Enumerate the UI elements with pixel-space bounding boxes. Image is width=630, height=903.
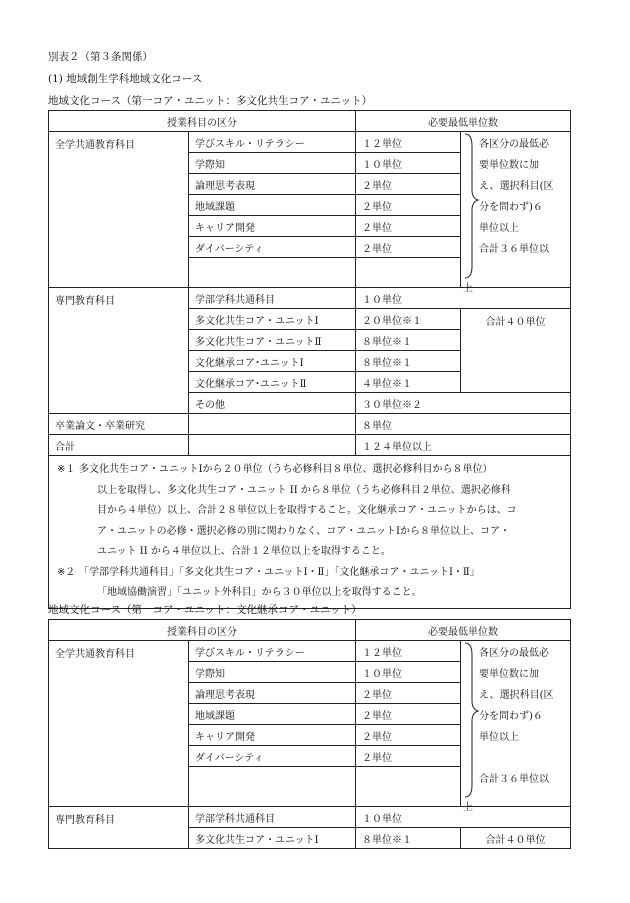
header-units: 必要最低単位数 [356, 620, 571, 641]
subject-name: ダイバーシティ [189, 746, 356, 767]
subject-name: キャリア開発 [189, 725, 356, 746]
note-line [479, 748, 554, 769]
subject-name: 論理思考表現 [189, 683, 356, 704]
footnote-line: 目から４単位）以上、合計２８単位以上を取得すること。文化継承コア・ユニットからは、コ [97, 505, 517, 516]
subject-name: 多文化共生コア・ユニットⅠ [189, 309, 356, 330]
brace-icon [463, 641, 479, 799]
general-education-label: 全学共通教育科目 [49, 132, 189, 288]
footnote-mark: ※２ [57, 566, 76, 578]
subject-name: 地域課題 [189, 195, 356, 216]
footnote-1 [57, 460, 562, 563]
footnote-line: ア・ユニットの必修・選択必修の別に関わりなく、コア・ユニットⅠから８単位以上、コア・ [97, 525, 510, 537]
course-table-2 [48, 619, 571, 849]
note-line: 要単位数に加 [479, 669, 539, 680]
general-education-label: 全学共通教育科目 [49, 641, 189, 807]
subject-units: １２単位 [356, 132, 461, 153]
subject-name: ダイバーシティ [189, 237, 356, 258]
specialized-education-label: 専門教育科目 [49, 288, 189, 414]
subject-units: ２単位 [356, 195, 461, 216]
subject-units: ２単位 [356, 725, 461, 746]
note-line: 単位以上 [479, 223, 519, 234]
note-line: 単位以上 [479, 732, 519, 743]
subject-units: ４単位※１ [356, 372, 461, 393]
note-line: え、選択科目(区 [479, 690, 554, 701]
subject-units: １０単位 [356, 662, 461, 683]
appendix-title: 別表２（第３条関係） [48, 51, 153, 63]
course-table-1 [48, 110, 571, 609]
thesis-units: ８単位 [356, 414, 571, 435]
subject-units: ８単位※１ [356, 330, 461, 351]
subject-name: 多文化共生コア・ユニットⅠ [189, 828, 356, 849]
subject-name: 地域課題 [189, 704, 356, 725]
subject-units: １０単位 [356, 288, 571, 309]
subject-units: ８単位※１ [356, 351, 461, 372]
subject-name: 多文化共生コア・ユニットⅡ [189, 330, 356, 351]
subject-name: キャリア開発 [189, 216, 356, 237]
note-line: 合計３６単位以 [479, 244, 549, 255]
footnote-line: 「学部学科共通科目」「多文化共生コア・ユニットⅠ・Ⅱ」「文化継承コア・ユニットⅠ・Ⅱ」 [79, 566, 480, 578]
footnote-line: 多文化共生コア・ユニットⅠから２０単位（うち必修科目８単位、選択必修科目から８単位） [79, 464, 493, 475]
specialized-education-label: 専門教育科目 [49, 807, 189, 849]
specialized-total: 合計４０単位 [461, 828, 571, 849]
footnote-line: 以上を取得し、多文化共生コア・ユニット II から８単位（うち必修科目２単位、選択必修科 [97, 484, 511, 496]
footnote-line: ユニット II から４単位以上、合計１２単位以上を取得すること。 [97, 546, 391, 557]
course-heading: (1) 地域創生学科地域文化コース [48, 73, 203, 85]
subject-units: ２単位 [356, 237, 461, 258]
general-requirement-note [461, 641, 571, 813]
subject-units: ２０単位※１ [356, 309, 461, 330]
subject-name: 学際知 [189, 153, 356, 174]
subject-units: １０単位 [356, 807, 571, 828]
header-category: 授業科目の区分 [49, 620, 356, 641]
general-requirement-note [461, 132, 571, 294]
note-line: 各区分の最低必 [479, 139, 549, 150]
note-tail: 上 [463, 283, 473, 294]
subject-name: 学びスキル・リテラシー [189, 132, 356, 153]
table2-caption: 地域文化コース（第一コア・ユニット：文化継承コア・ユニット） [48, 604, 362, 616]
brace-icon [463, 132, 479, 280]
note-line: 分を問わず)６ [479, 202, 543, 213]
subject-name: 論理思考表現 [189, 174, 356, 195]
footnote-2 [57, 563, 562, 604]
subject-name: 学部学科共通科目 [189, 807, 356, 828]
footnote-line: 「地域協働演習」「ユニット外科目」から３０単位以上を取得すること。 [97, 587, 422, 598]
subject-units: ８単位※１ [356, 828, 461, 849]
thesis-label: 卒業論文・卒業研究 [49, 414, 189, 435]
subject-name: 学びスキル・リテラシー [189, 641, 356, 662]
subject-units: ２単位 [356, 683, 461, 704]
note-line: え、選択科目(区 [479, 181, 554, 192]
note-tail: 上 [463, 802, 473, 813]
subject-name: 文化継承コア･ユニットⅡ [189, 372, 356, 393]
total-units: １２４単位以上 [356, 435, 571, 456]
note-line: 要単位数に加 [479, 160, 539, 171]
specialized-total: 合計４０単位 [461, 309, 571, 393]
header-units: 必要最低単位数 [356, 111, 571, 132]
subject-units: ２単位 [356, 174, 461, 195]
subject-units: ２単位 [356, 746, 461, 767]
subject-units: １２単位 [356, 641, 461, 662]
subject-units: ２単位 [356, 216, 461, 237]
footnote-mark: ※１ [57, 464, 76, 475]
subject-name: 学部学科共通科目 [189, 288, 356, 309]
note-line: 分を問わず)６ [479, 711, 543, 722]
subject-units: １０単位 [356, 153, 461, 174]
header-category: 授業科目の区分 [49, 111, 356, 132]
subject-name: 文化継承コア･ユニットⅠ [189, 351, 356, 372]
total-label: 合計 [49, 435, 189, 456]
subject-name: その他 [189, 393, 356, 414]
subject-units: ３０単位※２ [356, 393, 571, 414]
note-line: 合計３６単位以 [479, 774, 549, 785]
subject-name: 学際知 [189, 662, 356, 683]
table1-caption: 地域文化コース（第一コア・ユニット：多文化共生コア・ユニット） [48, 95, 373, 107]
note-line: 各区分の最低必 [479, 648, 549, 659]
subject-units: ２単位 [356, 704, 461, 725]
footnotes [49, 456, 571, 609]
